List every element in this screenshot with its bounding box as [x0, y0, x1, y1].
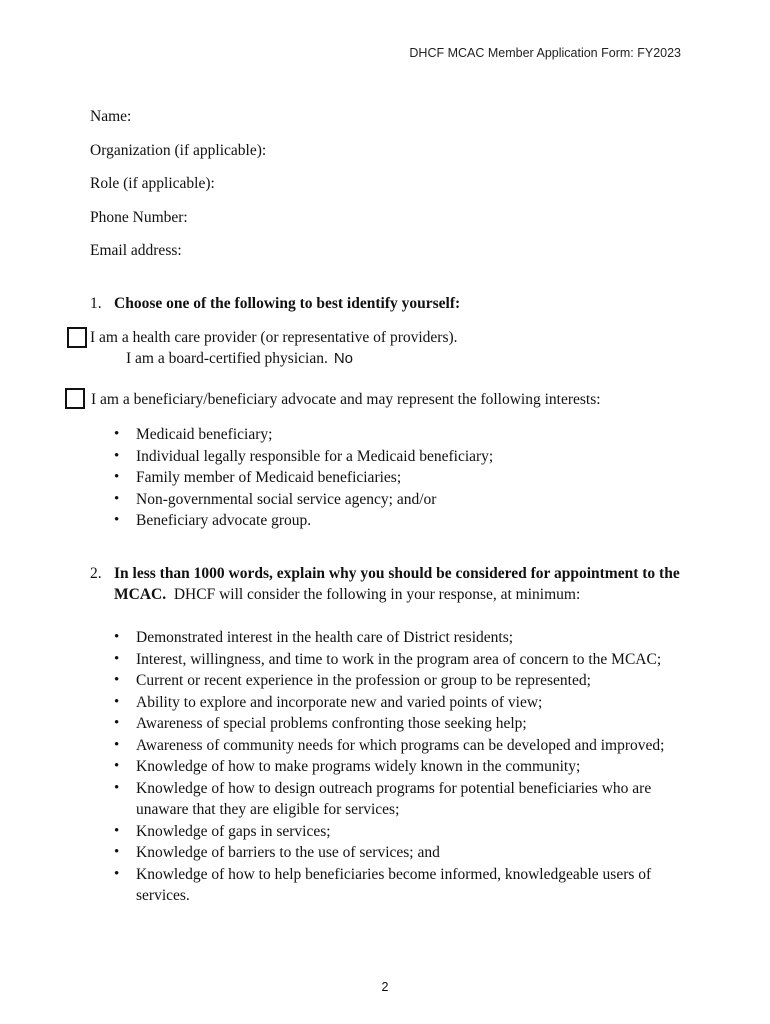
list-item: • Knowledge of gaps in services;: [112, 821, 672, 843]
list-item: • Awareness of special problems confronting those seeking help;: [112, 713, 672, 735]
role-field-label: Role (if applicable):: [90, 175, 215, 192]
question-2-line-2: [114, 586, 580, 604]
list-item: • Knowledge of how to design outreach programs for potential beneficiaries who are unaware that they are eligible for services;: [112, 778, 672, 821]
name-field-label: Name:: [90, 108, 132, 125]
list-item: • Individual legally responsible for a Medicaid beneficiary;: [112, 446, 672, 468]
email-field-label: Email address:: [90, 242, 182, 259]
beneficiary-option-label: I am a beneficiary/beneficiary advocate and may represent the following interests:: [91, 391, 601, 408]
list-item: • Family member of Medicaid beneficiaries;: [112, 467, 672, 489]
question-2-bold-line-2: MCAC.: [114, 586, 167, 603]
physician-answer: No: [333, 350, 354, 367]
list-item: • Beneficiary advocate group.: [112, 510, 672, 532]
question-1-bold-text: Choose one of the following to best identify yourself:: [114, 295, 461, 312]
physician-line: [126, 350, 353, 368]
list-item: • Knowledge of how to make programs widely known in the community;: [112, 756, 672, 778]
physician-label: I am a board-certified physician.: [126, 350, 328, 367]
list-item: • Knowledge of how to help beneficiaries become informed, knowledgeable users of services.: [112, 864, 672, 907]
question-1-number: 1.: [90, 295, 102, 312]
list-item: • Interest, willingness, and time to work in the program area of concern to the MCAC;: [112, 649, 672, 671]
phone-field-label: Phone Number:: [90, 209, 188, 226]
question-1-text: [114, 295, 460, 313]
organization-field-label: Organization (if applicable):: [90, 142, 267, 159]
provider-option-label: I am a health care provider (or representative of providers).: [90, 329, 458, 346]
list-item: • Current or recent experience in the profession or group to be represented;: [112, 670, 672, 692]
beneficiary-checkbox[interactable]: [65, 388, 85, 409]
interests-list: [112, 424, 672, 532]
question-2-line-1: [114, 565, 680, 583]
list-item: • Non-governmental social service agency; and/or: [112, 489, 672, 511]
question-2-number: 2.: [90, 565, 102, 582]
list-item: • Knowledge of barriers to the use of services; and: [112, 842, 672, 864]
page-header: DHCF MCAC Member Application Form: FY2023: [409, 46, 681, 60]
list-item: • Ability to explore and incorporate new and varied points of view;: [112, 692, 672, 714]
criteria-list: [112, 627, 672, 907]
question-2-line-2-rest: DHCF will consider the following in your response, at minimum:: [173, 586, 581, 603]
page-number: 2: [381, 980, 389, 994]
list-item: • Medicaid beneficiary;: [112, 424, 672, 446]
list-item: • Awareness of community needs for which programs can be developed and improved;: [112, 735, 672, 757]
question-2-bold-line-1: In less than 1000 words, explain why you should be considered for appointment to the: [114, 565, 680, 582]
list-item: • Demonstrated interest in the health care of District residents;: [112, 627, 672, 649]
provider-checkbox[interactable]: [67, 327, 87, 348]
